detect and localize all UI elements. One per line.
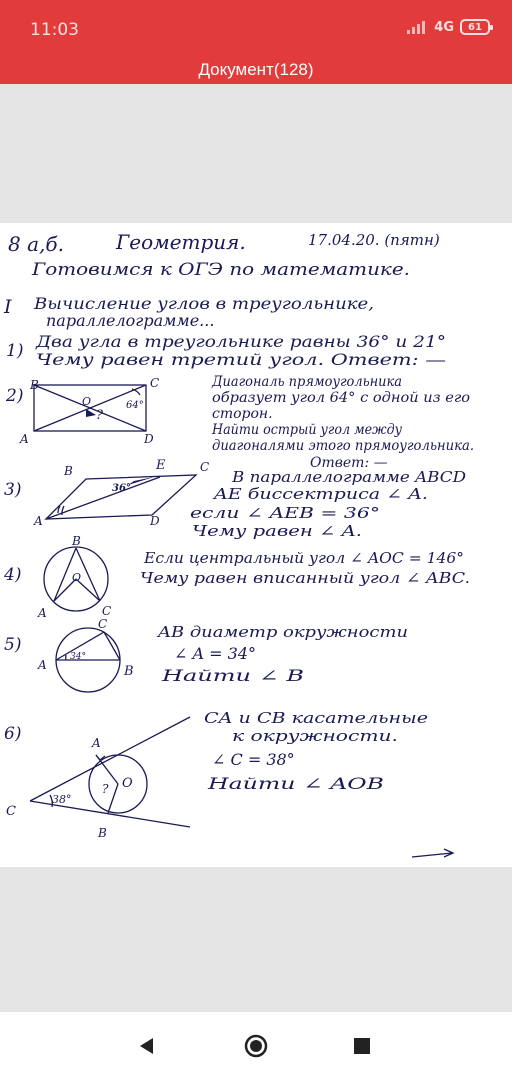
header-class: 8 а,б. — [8, 232, 64, 256]
problem-2-line2: образует угол 64° с одной из его — [212, 390, 470, 406]
svg-text:C: C — [200, 460, 210, 474]
section-title-line1: Вычисление углов в треугольнике, — [32, 294, 375, 313]
problem-2-answer: Ответ: — — [310, 455, 388, 471]
problem-3-line2: AE биссектриса ∠ A. — [211, 485, 428, 503]
section-number: I — [4, 296, 12, 318]
problem-6-line3: ∠ C = 38° — [212, 750, 295, 769]
problem-5-number: 5) — [4, 635, 22, 655]
problem-2-number: 2) — [6, 386, 24, 406]
home-circle-icon — [243, 1033, 269, 1059]
problem-2-line3: сторон. — [212, 406, 273, 422]
problem-3-number: 3) — [4, 480, 22, 500]
svg-text:A: A — [92, 736, 101, 750]
problem-5-line3: Найти ∠ B — [160, 666, 305, 685]
svg-text:E: E — [156, 458, 166, 473]
network-type: 4G — [434, 19, 454, 35]
svg-text:B: B — [64, 464, 73, 478]
svg-text:C: C — [6, 804, 16, 819]
navigation-bar — [0, 1012, 512, 1080]
problem-3-line4: Чему равен ∠ A. — [192, 522, 362, 540]
document-page[interactable] — [0, 223, 512, 867]
problem-3-line1: В параллелограмме ABCD — [230, 468, 466, 486]
header-date: 17.04.20. (пятн) — [308, 231, 440, 249]
svg-text:?: ? — [96, 408, 103, 423]
problem-3-line3: если ∠ AEB = 36° — [190, 504, 380, 522]
signal-icon — [406, 20, 428, 34]
svg-text:64°: 64° — [126, 400, 144, 411]
svg-text:O: O — [82, 395, 92, 408]
problem-2-line5: диагоналями этого прямоугольника. — [212, 438, 474, 454]
status-icons — [406, 19, 490, 35]
problem-4-diagram — [37, 534, 111, 620]
home-button[interactable] — [242, 1032, 270, 1060]
problem-6-line4: Найти ∠ AOB — [206, 774, 385, 793]
svg-text:O: O — [72, 571, 82, 584]
svg-text:D: D — [150, 514, 160, 528]
svg-text:A: A — [38, 606, 47, 620]
problem-3-diagram — [33, 458, 209, 528]
svg-text:34°: 34° — [70, 652, 86, 662]
svg-text:A: A — [34, 514, 43, 528]
back-button[interactable] — [133, 1032, 161, 1060]
svg-text:A: A — [38, 658, 47, 672]
problem-5-line1: AB диаметр окружности — [155, 623, 408, 641]
problem-2-line1: Диагональ прямоугольника — [211, 374, 402, 390]
svg-text:O: O — [122, 776, 133, 791]
svg-text:38°: 38° — [52, 793, 72, 806]
svg-text:B: B — [98, 826, 107, 840]
problem-4-line2: Чему равен вписанный угол ∠ ABC. — [140, 569, 470, 587]
arrow-right-icon — [412, 849, 453, 857]
svg-text:D: D — [144, 432, 154, 446]
problem-4-line1: Если центральный угол ∠ AOC = 146° — [142, 549, 465, 567]
recents-square-icon — [353, 1037, 371, 1055]
svg-text:B: B — [72, 534, 81, 548]
back-triangle-icon — [138, 1037, 156, 1055]
problem-5-line2: ∠ A = 34° — [174, 644, 256, 663]
problem-1-line1: Два угла в треугольнике равны 36° и 21° — [34, 332, 447, 351]
svg-text:A: A — [20, 432, 29, 446]
problem-6-line2: к окружности. — [232, 727, 398, 745]
problem-2-line4: Найти острый угол между — [211, 422, 403, 438]
battery-level: 61 — [468, 21, 482, 33]
status-time: 11:03 — [30, 20, 79, 40]
problem-6-diagram — [6, 717, 190, 840]
problem-1-line2: Чему равен третий угол. Ответ: — — [36, 350, 446, 369]
svg-text:?: ? — [102, 782, 109, 796]
problem-6-line1: CA и CB касательные — [204, 709, 429, 727]
document-title: Документ(128) — [198, 60, 314, 79]
svg-text:B: B — [30, 378, 39, 392]
problem-6-number: 6) — [4, 724, 22, 744]
problem-4-number: 4) — [4, 565, 22, 585]
app-bar — [0, 0, 512, 84]
problem-2-diagram — [19, 376, 159, 446]
svg-text:36°: 36° — [112, 483, 131, 494]
svg-text:C: C — [102, 604, 112, 618]
battery-icon — [460, 19, 490, 35]
problem-1-number: 1) — [6, 341, 24, 361]
section-title-line2: параллелограмме... — [46, 311, 215, 330]
problem-5-diagram — [37, 617, 134, 692]
handwritten-notes — [0, 223, 512, 867]
svg-text:C: C — [150, 376, 160, 390]
header-subject: Геометрия. — [116, 230, 246, 254]
svg-text:B: B — [124, 664, 134, 679]
header-subtitle: Готовимся к ОГЭ по математике. — [30, 260, 410, 280]
svg-text:C: C — [98, 617, 108, 631]
recents-button[interactable] — [348, 1032, 376, 1060]
